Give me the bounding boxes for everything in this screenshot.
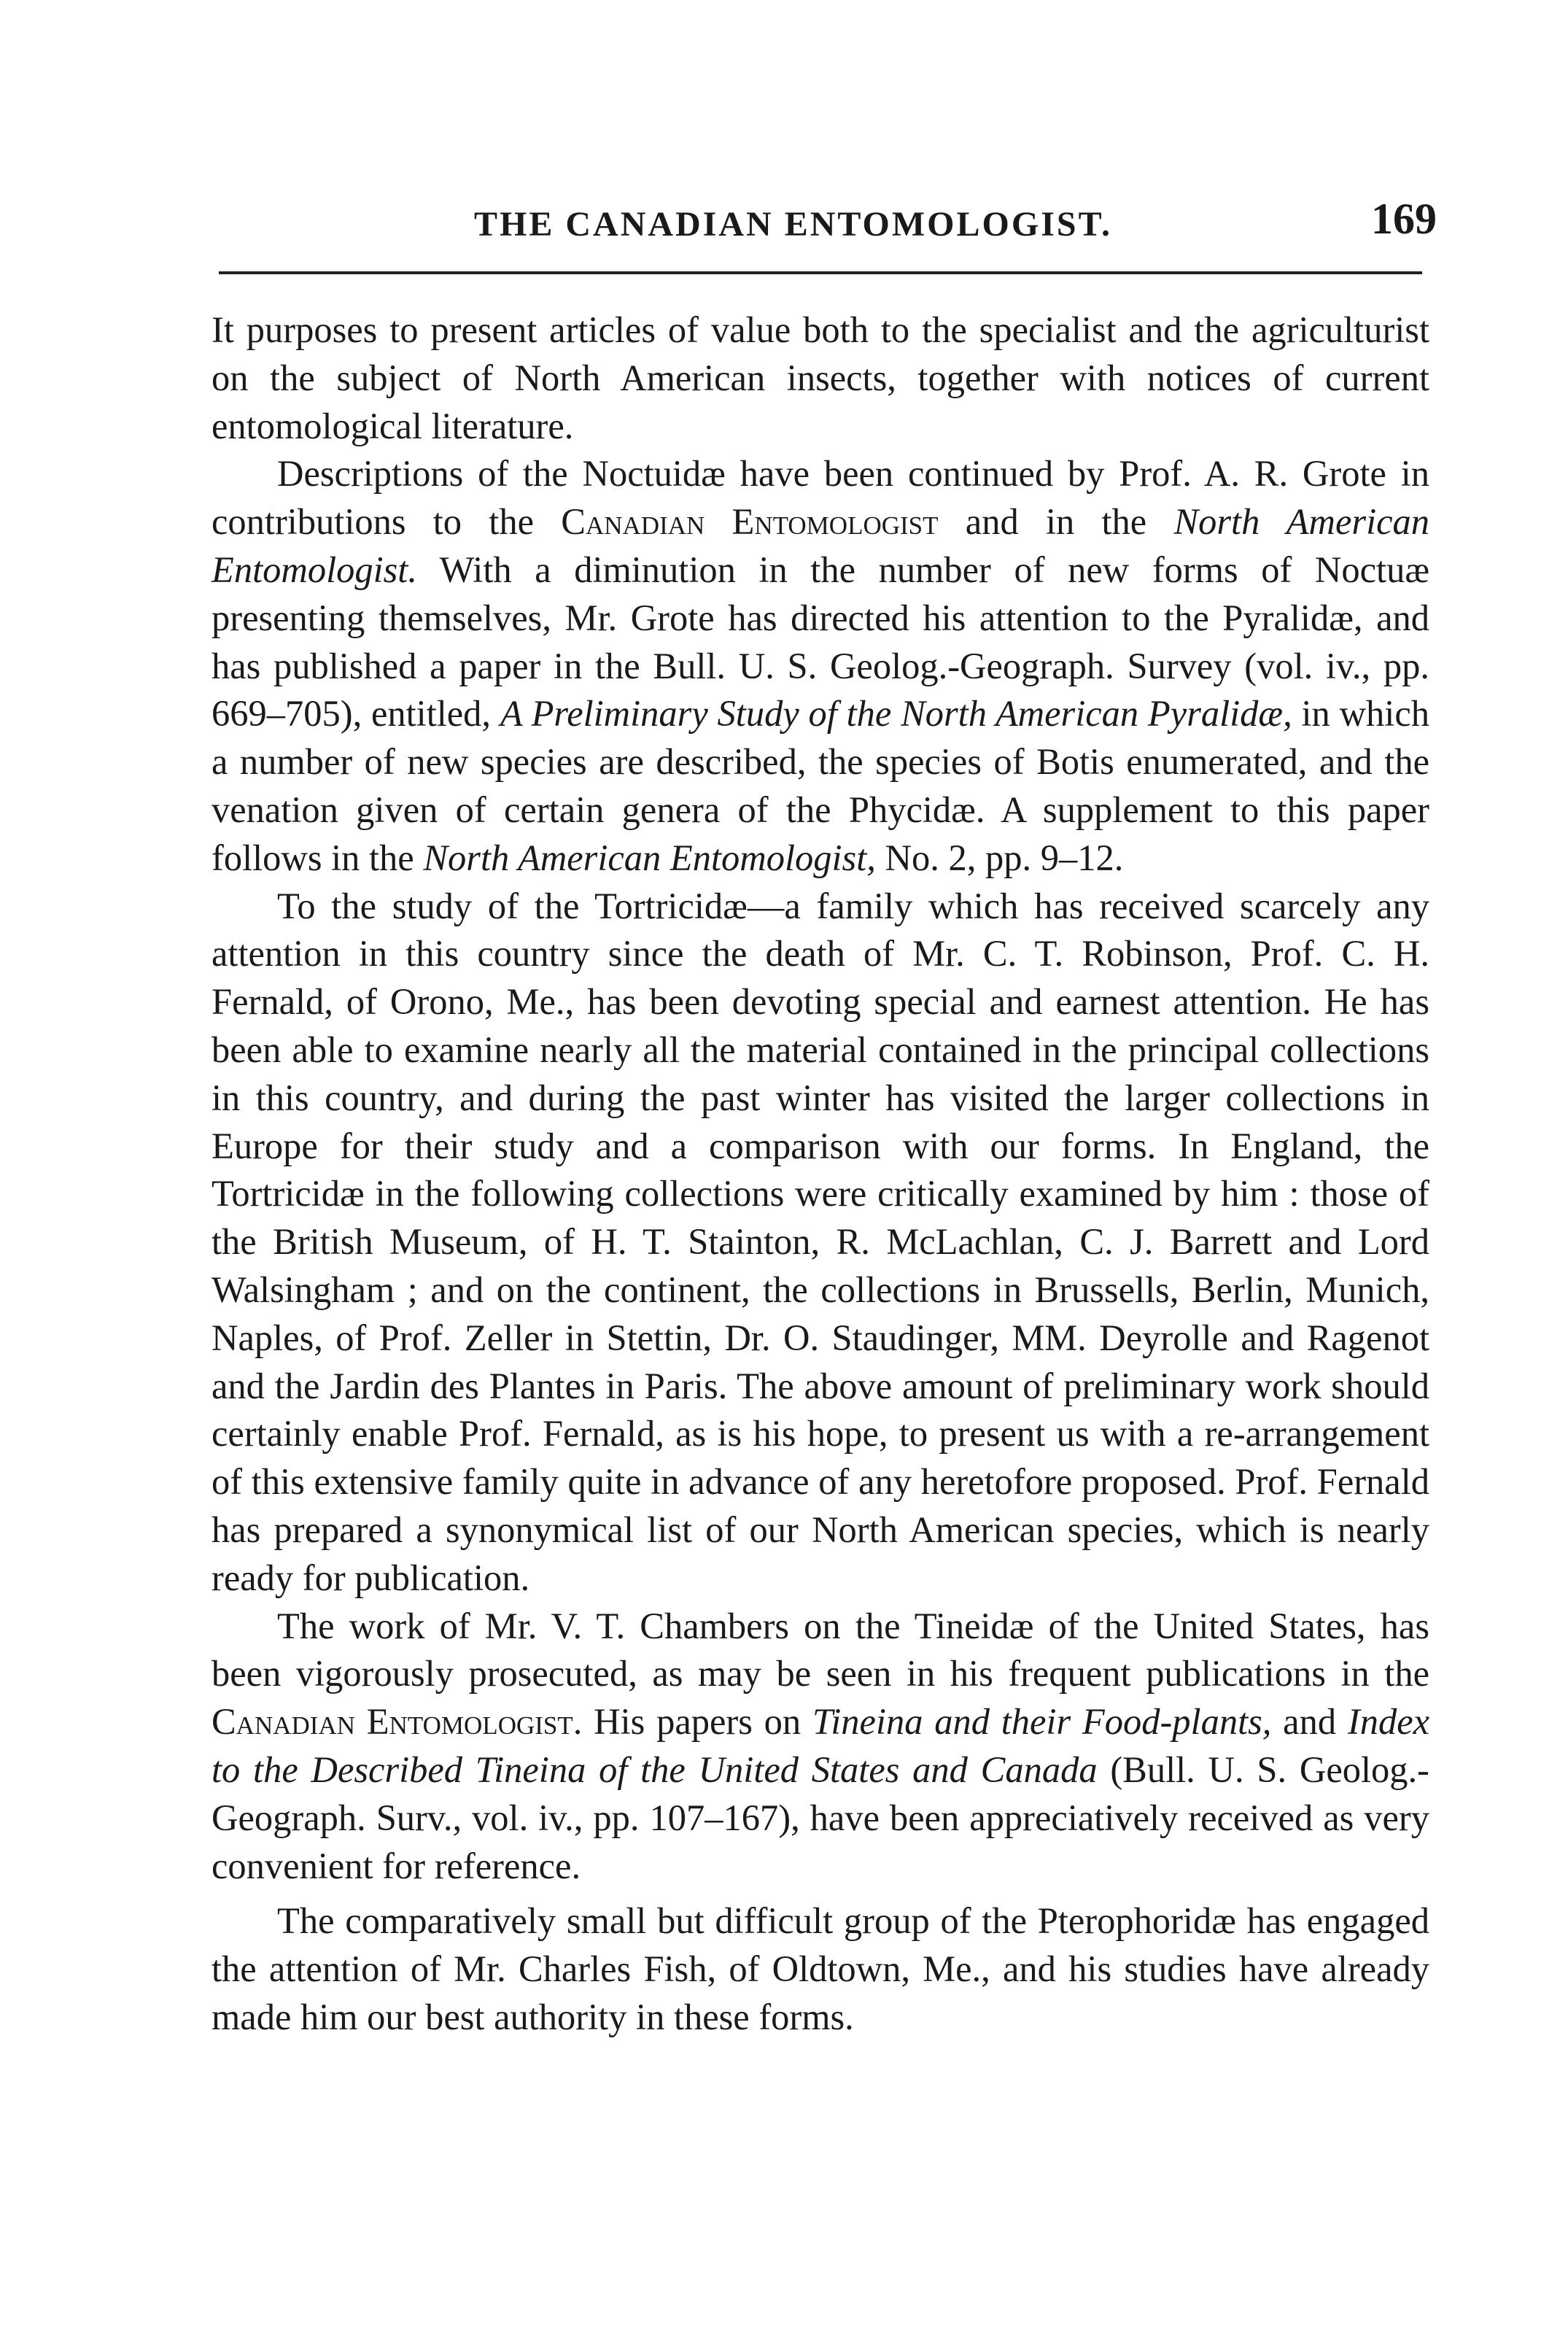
header-rule (219, 271, 1422, 274)
paragraph-4-span-7: (Bull. U. S. Geolog.-Geograph. Surv., vol. iv., pp. 107–167), have been appreciatively received as very convenient for reference. (211, 1748, 1429, 1886)
paragraph-2-span-3: and in the (938, 501, 1174, 543)
paragraph-1-span-1: It purposes to present articles of value both to the specialist and the agriculturist on the subject of North American insects, together with notices of current entomological literature. (211, 309, 1429, 446)
work-title-tineina-food-plants: Tineina and their Food-plants, (812, 1701, 1272, 1743)
paragraph-2-span-9: No. 2, pp. 9–12. (875, 837, 1124, 878)
page-number: 169 (1371, 195, 1437, 243)
paragraph-2 (211, 450, 1429, 882)
paragraph-4-span-5: and (1271, 1701, 1348, 1743)
work-title-index-tineina: Index to the Described Tineina of the United States and Canada (211, 1701, 1430, 1790)
paragraph-4-span-1: The work of Mr. V. T. Chambers on the Tineidæ of the United States, has been vigorously prosecuted, as may be seen in his frequent publications in the (211, 1605, 1429, 1695)
running-head (211, 188, 1451, 254)
body-text (211, 306, 1429, 2042)
work-title-preliminary-study: A Preliminary Study of the North American Pyralidæ, (500, 693, 1292, 735)
running-head-title: THE CANADIAN ENTOMOLOGIST. (474, 205, 1113, 244)
journal-title-canadian-entomologist-2: Canadian Entomologist. (211, 1701, 583, 1743)
paragraph-2-span-5: With a diminution in the number of new forms of Noctuæ presenting themselves, Mr. Grote has directed his attention to the Pyralidæ, and has published a paper in the Bull. U. S. Geolog.-Geograph. Survey (vol. iv., pp. 669–705), entitled, (211, 549, 1429, 735)
paragraph-2-span-1: Descriptions of the Noctuidæ have been continued by Prof. A. R. Grote in contributions to the (211, 453, 1429, 543)
paragraph-4-span-3: His papers on (582, 1701, 812, 1743)
paragraph-4 (211, 1603, 1429, 1891)
paragraph-2-span-7: in which a number of new species are described, the species of Botis enumerated, and the venation given of certain genera of the Phycidæ. A supplement to this paper follows in the (211, 693, 1429, 878)
paragraph-3 (211, 883, 1429, 1603)
paragraph-3-span-1: To the study of the Tortricidæ—a family which has received scarcely any attention in this country since the death of Mr. C. T. Robinson, Prof. C. H. Fernald, of Orono, Me., has been devoting special and earnest attention. He has been able to examine nearly all the material contained in the principal collections in this country, and during the past winter has visited the larger collections in Europe for their study and a comparison with our forms. In England, the Tortricidæ in the following collections were critically examined by him : those of the British Museum, of H. T. Stainton, R. McLachlan, C. J. Barrett and Lord Walsingham ; and on the continent, the collections in Brussells, Berlin, Munich, Naples, of Prof. Zeller in Stettin, Dr. O. Staudinger, MM. Deyrolle and Ragenot and the Jardin des Plantes in Paris. The above amount of preliminary work should certainly enable Prof. Fernald, as is his hope, to present us with a re-arrangement of this extensive family quite in advance of any heretofore proposed. Prof. Fernald has prepared a synonymical list of our North American species, which is nearly ready for publication. (211, 885, 1429, 1598)
paragraph-5 (211, 1897, 1429, 2041)
paragraph-5-span-1: The comparatively small but difficult group of the Pterophoridæ has engaged the attention of Mr. Charles Fish, of Oldtown, Me., and his studies have already made him our best authority in these forms. (211, 1900, 1429, 2037)
paragraph-1 (211, 306, 1429, 450)
journal-title-north-american-entomologist: North American Entomologist. (211, 501, 1430, 590)
journal-title-canadian-entomologist: Canadian Entomologist (561, 501, 939, 543)
journal-title-north-american-entomologist-2: North American Entomologist, (423, 837, 876, 878)
